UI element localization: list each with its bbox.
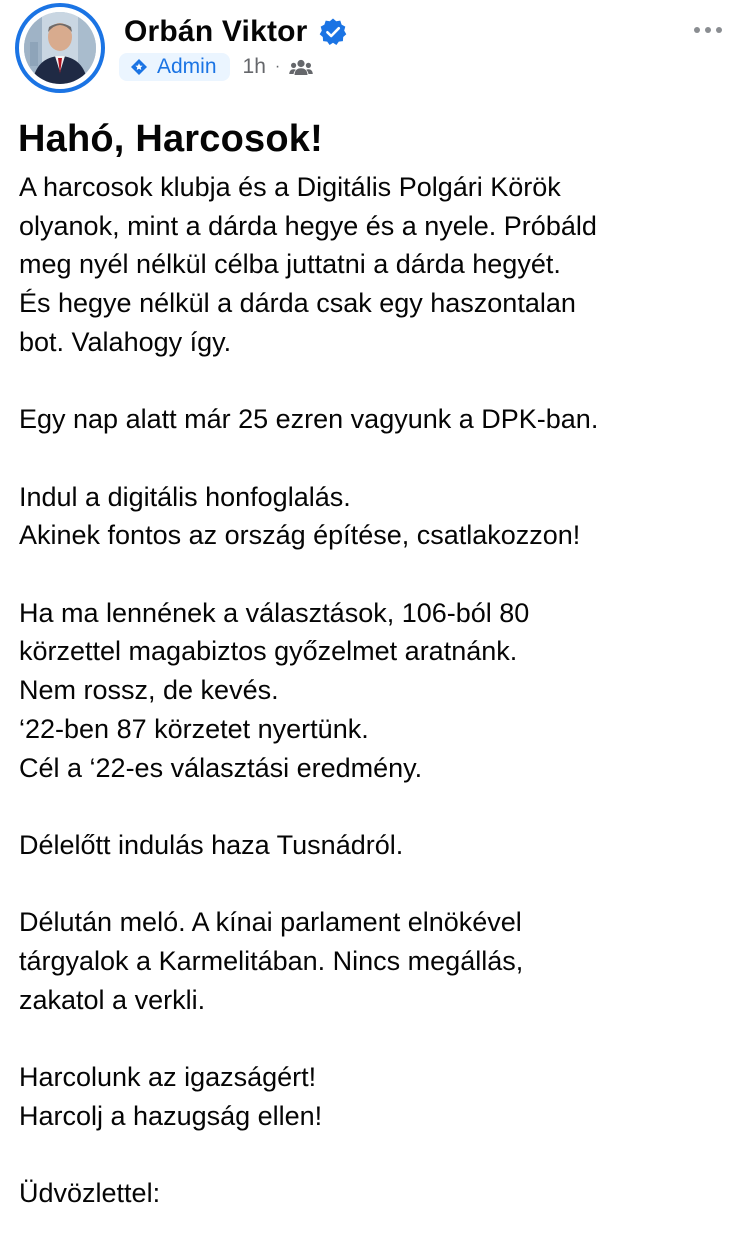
admin-shield-icon bbox=[130, 58, 148, 76]
post-text-line: körzettel magabiztos győzelmet aratnánk. bbox=[19, 636, 518, 667]
post-text-line: És hegye nélkül a dárda csak egy haszontalan bbox=[19, 288, 576, 319]
post-text-line: zakatol a verkli. bbox=[19, 984, 206, 1015]
avatar-photo bbox=[24, 12, 96, 84]
post-paragraph bbox=[19, 168, 729, 362]
post-text-line: Délután meló. A kínai parlament elnökével bbox=[19, 907, 522, 938]
more-options-icon[interactable] bbox=[690, 18, 726, 42]
post-paragraph bbox=[19, 478, 729, 555]
post-text-line: tárgyalok a Karmelitában. Nincs megállás, bbox=[19, 945, 524, 976]
post-text-line: ‘22-ben 87 körzetet nyertünk. bbox=[19, 713, 369, 744]
post-body bbox=[19, 168, 729, 1252]
post-paragraph bbox=[19, 1058, 729, 1135]
post-text-line: Akinek fontos az ország építése, csatlakozzon! bbox=[19, 520, 581, 551]
admin-badge[interactable] bbox=[119, 53, 230, 81]
author-name[interactable]: Orbán Viktor bbox=[124, 15, 308, 48]
post-title: Hahó, Harcosok! bbox=[18, 118, 323, 160]
post-paragraph bbox=[19, 1174, 729, 1213]
post-paragraph bbox=[19, 826, 729, 865]
admin-badge-label: Admin bbox=[157, 55, 217, 78]
post-text-line: Cél a ‘22-es választási eredmény. bbox=[19, 752, 423, 783]
group-audience-icon[interactable] bbox=[289, 58, 313, 76]
author-row bbox=[124, 12, 348, 52]
post-timestamp[interactable]: 1h bbox=[242, 55, 266, 78]
post-text-line: Harcolunk az igazságért! bbox=[19, 1062, 317, 1093]
post-text-line: Indul a digitális honfoglalás. bbox=[19, 481, 351, 512]
post-text-line: olyanok, mint a dárda hegye és a nyele. Próbáld bbox=[19, 210, 597, 241]
post-text-line: meg nyél nélkül célba juttatni a dárda hegyét. bbox=[19, 249, 561, 280]
post-paragraph bbox=[19, 400, 729, 439]
post-header bbox=[0, 0, 737, 100]
post-text-line: bot. Valahogy így. bbox=[19, 326, 232, 357]
post-text-line: A harcosok klubja és a Digitális Polgári Körök bbox=[19, 172, 561, 202]
post-text-line: Egy nap alatt már 25 ezren vagyunk a DPK-ban. bbox=[19, 404, 599, 435]
post-text-line: Délelőtt indulás haza Tusnádról. bbox=[19, 829, 404, 860]
post-text-line: Harcolj a hazugság ellen! bbox=[19, 1100, 323, 1131]
post-text-line: Nem rossz, de kevés. bbox=[19, 675, 279, 706]
meta-separator: · bbox=[274, 58, 281, 75]
author-avatar-ring[interactable] bbox=[15, 3, 105, 93]
avatar[interactable] bbox=[24, 12, 96, 84]
post-paragraph bbox=[19, 594, 729, 788]
verified-badge-icon bbox=[318, 17, 348, 47]
post-text-line: Ha ma lennének a választások, 106-ból 80 bbox=[19, 597, 530, 628]
post-meta bbox=[119, 52, 313, 82]
post-paragraph bbox=[19, 903, 729, 1019]
post-text-line: Üdvözlettel: bbox=[19, 1178, 161, 1209]
